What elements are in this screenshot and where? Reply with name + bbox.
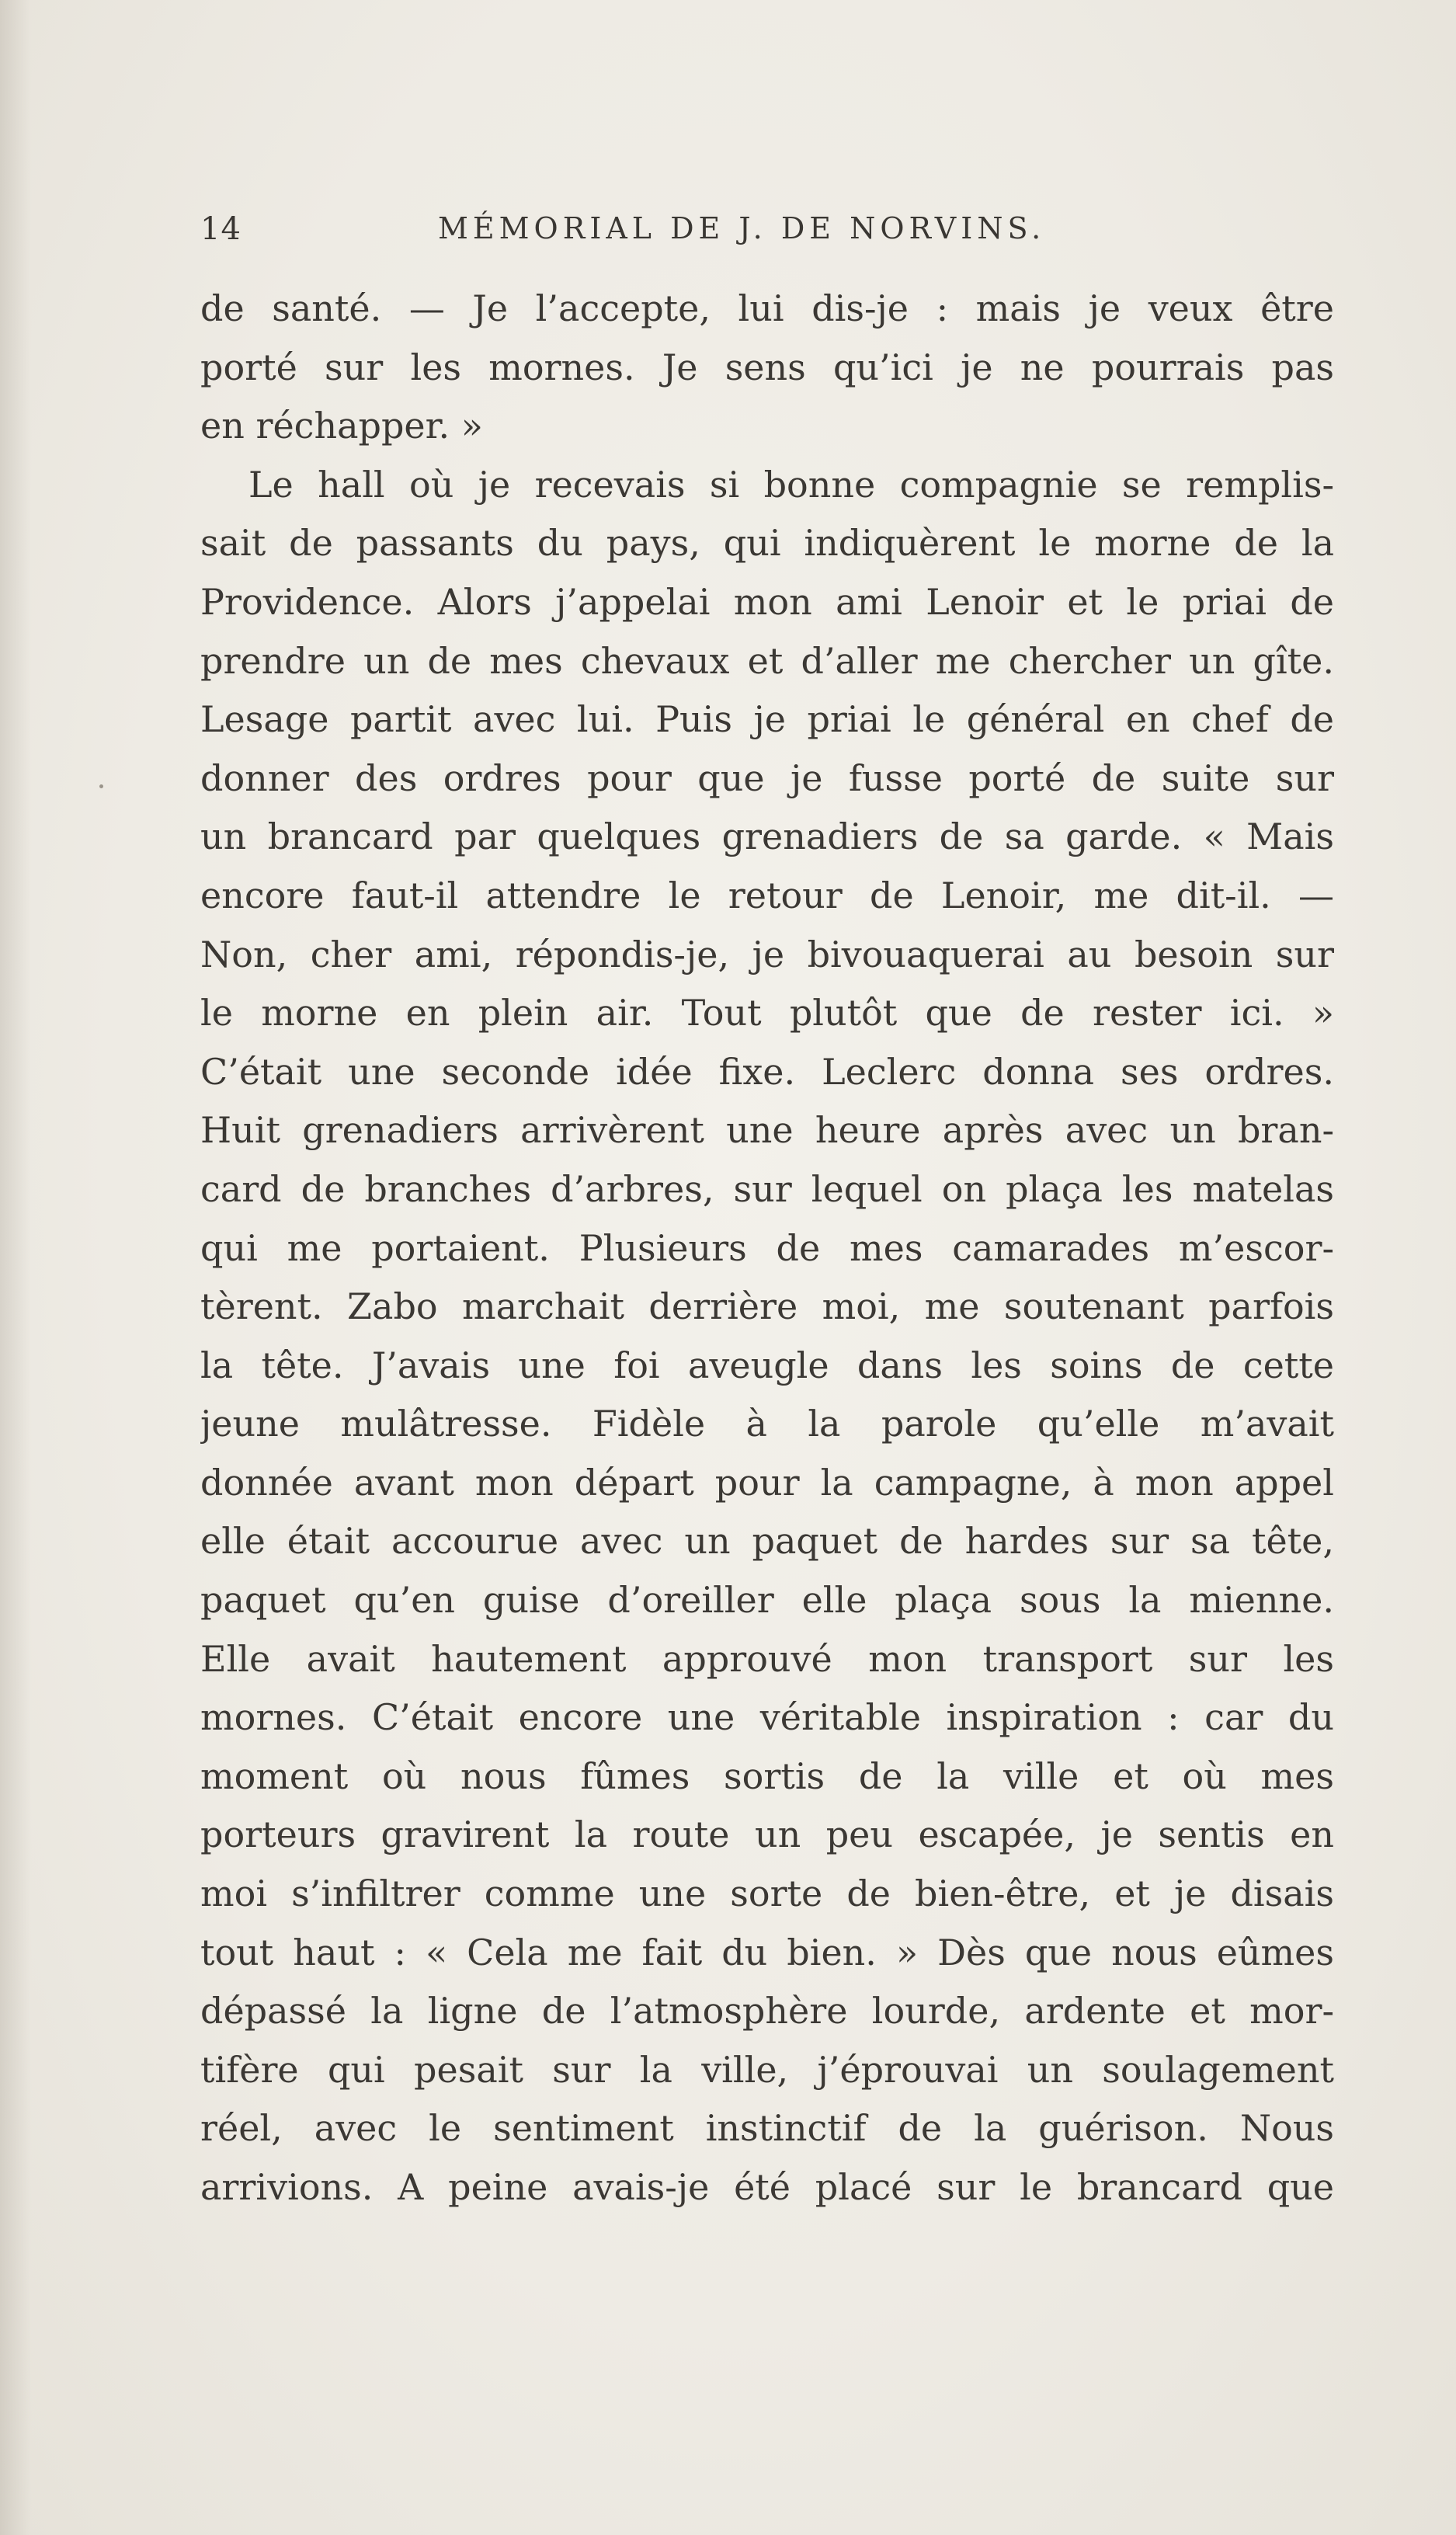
text-line: mornes. C’était encore une véritable inspiration : car du [200,1696,1334,1739]
text-line: jeune mulâtresse. Fidèle à la parole qu’elle m’avait [200,1403,1334,1445]
text-line: Lesage partit avec lui. Puis je priai le général en chef de [200,698,1334,741]
page-number: 14 [200,211,242,247]
text-line: sait de passants du pays, qui indiquèrent le morne de la [200,522,1334,565]
text-line: Huit grenadiers arrivèrent une heure après avec un bran- [200,1109,1334,1152]
text-line: tout haut : « Cela me fait du bien. » Dès que nous eûmes [200,1931,1334,1973]
running-header [200,211,1334,258]
text-line: donner des ordres pour que je fusse porté de suite sur [200,756,1334,799]
body-text [200,280,1334,2217]
page-fold-shadow [0,0,31,2535]
text-line: moment où nous fûmes sortis de la ville et où mes [200,1754,1334,1797]
text-line: Providence. Alors j’appelai mon ami Lenoir et le priai de [200,580,1334,623]
text-line: Elle avait hautement approuvé mon transport sur les [200,1637,1334,1680]
running-title: MÉMORIAL DE J. DE NORVINS. [438,211,1046,245]
text-line: porté sur les mornes. Je sens qu’ici je ne pourrais pas [200,346,1334,388]
text-line: tifère qui pesait sur la ville, j’éprouvai un soulagement [200,2048,1334,2091]
text-line: donnée avant mon départ pour la campagne, à mon appel [200,1461,1334,1504]
text-line: tèrent. Zabo marchait derrière moi, me soutenant parfois [200,1285,1334,1328]
text-line: le morne en plein air. Tout plutôt que de rester ici. » [200,992,1334,1035]
text-line: qui me portaient. Plusieurs de mes camarades m’escor- [200,1226,1334,1269]
text-line: de santé. — Je l’accepte, lui dis-je : mais je veux être [200,287,1334,329]
text-line: Le hall où je recevais si bonne compagnie se remplis- [248,463,1334,506]
text-line: paquet qu’en guise d’oreiller elle plaça sous la mienne. [200,1579,1334,1622]
text-line: card de branches d’arbres, sur lequel on plaça les matelas [200,1167,1334,1210]
text-line: dépassé la ligne de l’atmosphère lourde, ardente et mor- [200,1990,1334,2033]
text-line: prendre un de mes chevaux et d’aller me chercher un gîte. [200,639,1334,682]
text-line: arrivions. A peine avais-je été placé sur le brancard que [200,2166,1334,2208]
paper-speck [99,784,103,788]
text-line: elle était accourue avec un paquet de hardes sur sa tête, [200,1520,1334,1563]
text-line: Non, cher ami, répondis-je, je bivouaquerai au besoin sur [200,933,1334,975]
text-line: moi s’infiltrer comme une sorte de bien-être, et je disais [200,1873,1334,1915]
text-line: C’était une seconde idée fixe. Leclerc donna ses ordres. [200,1050,1334,1093]
text-line: porteurs gravirent la route un peu escapée, je sentis en [200,1813,1334,1856]
text-line: en réchapper. » [200,405,483,447]
text-line: un brancard par quelques grenadiers de sa garde. « Mais [200,815,1334,858]
text-line: réel, avec le sentiment instinctif de la guérison. Nous [200,2107,1334,2150]
text-line: la tête. J’avais une foi aveugle dans les soins de cette [200,1344,1334,1386]
text-line: encore faut-il attendre le retour de Lenoir, me dit-il. — [200,874,1334,916]
